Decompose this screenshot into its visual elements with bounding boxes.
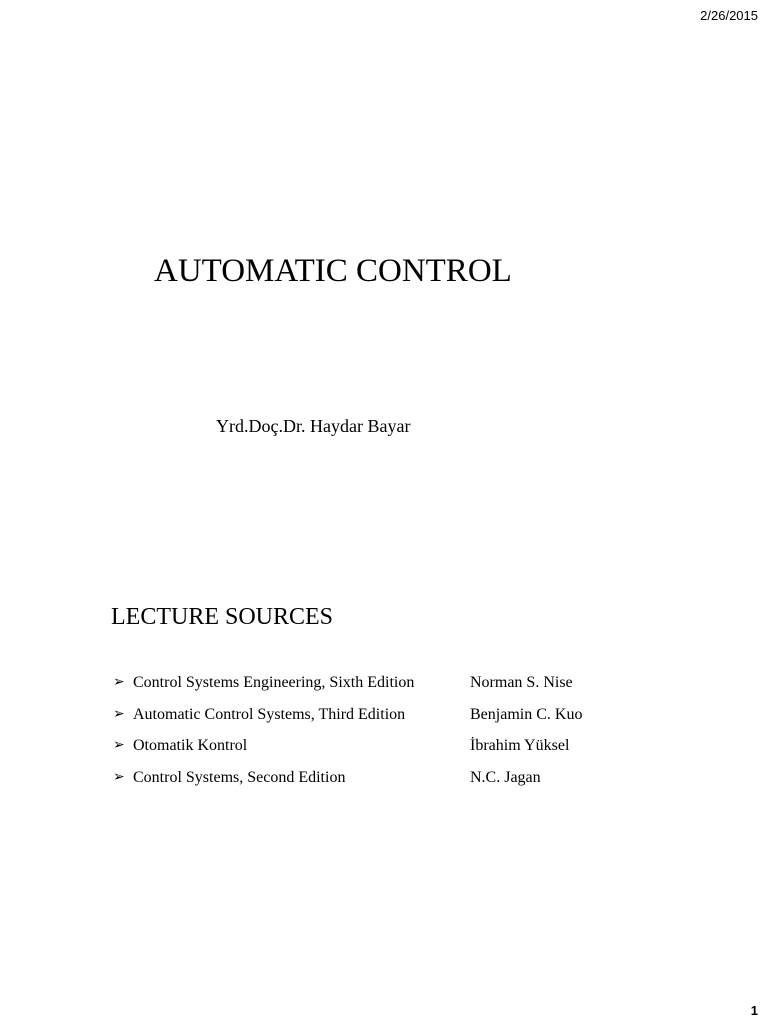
- arrowhead-bullet-icon: ➢: [113, 674, 125, 690]
- source-title: Control Systems, Second Edition: [133, 769, 346, 787]
- source-author: İbrahim Yüksel: [470, 737, 570, 755]
- list-item: [113, 735, 673, 767]
- source-title: Automatic Control Systems, Third Edition: [133, 705, 406, 723]
- source-title: Otomatik Kontrol: [133, 737, 248, 755]
- list-item: [113, 767, 673, 799]
- arrowhead-bullet-icon: ➢: [113, 737, 125, 754]
- list-item: [113, 672, 673, 704]
- source-title: Control Systems Engineering, Sixth Edition: [133, 674, 415, 691]
- lecturer-name: Yrd.Doç.Dr. Haydar Bayar: [216, 416, 411, 436]
- arrowhead-bullet-icon: ➢: [113, 705, 125, 722]
- source-author: Norman S. Nise: [470, 674, 573, 691]
- slide-title: AUTOMATIC CONTROL: [154, 253, 512, 289]
- lecture-sources-heading: LECTURE SOURCES: [111, 604, 334, 630]
- lecture-sources-list: [113, 672, 673, 799]
- list-item: [113, 704, 673, 736]
- arrowhead-bullet-icon: ➢: [113, 769, 125, 786]
- page-number: 1: [750, 1003, 758, 1018]
- slide-date: 2/26/2015: [700, 8, 758, 23]
- source-author: N.C. Jagan: [470, 769, 541, 787]
- source-author: Benjamin C. Kuo: [470, 705, 583, 723]
